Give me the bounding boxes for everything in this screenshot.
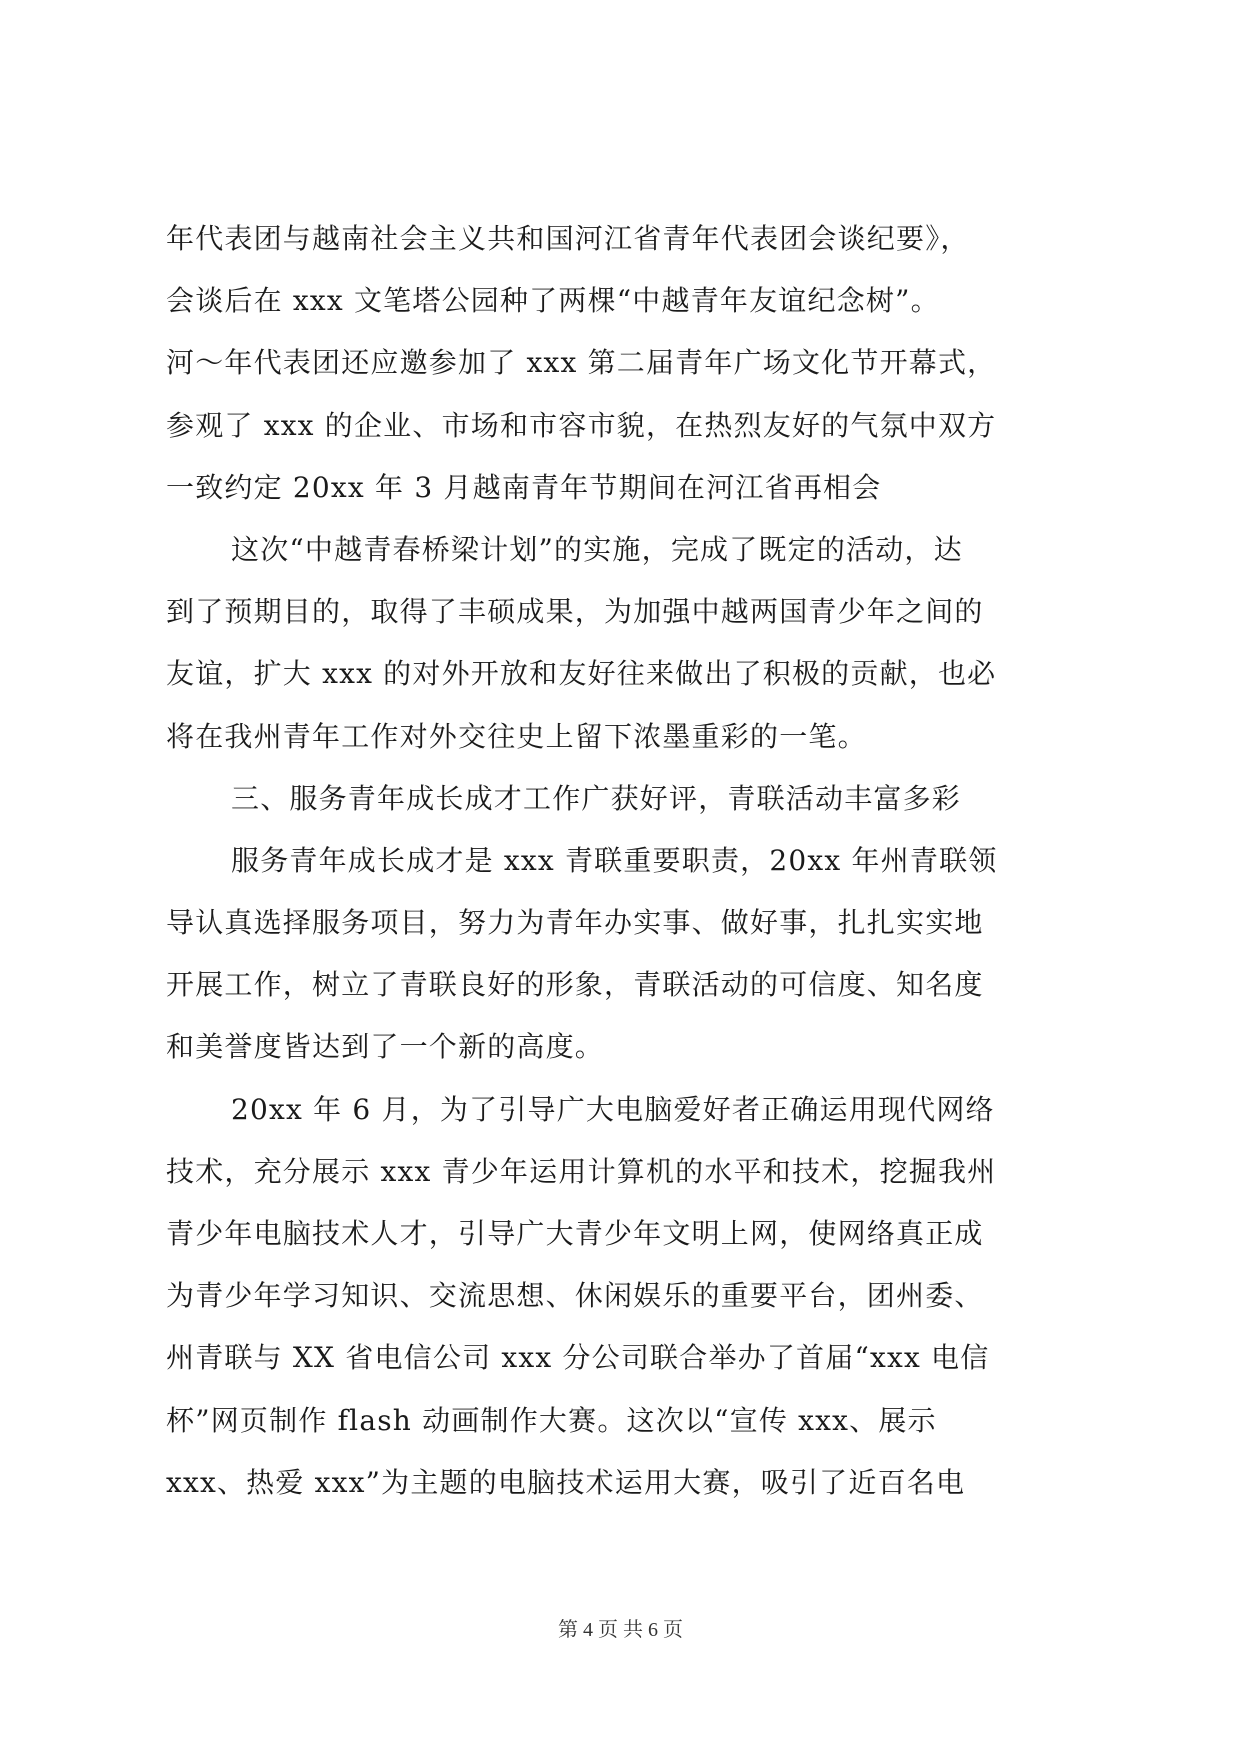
text-line: xxx、热爱 xxx”为主题的电脑技术运用大赛，吸引了近百名电 [166,1465,966,1499]
text-line: 导认真选择服务项目，努力为青年办实事、做好事，扎扎实实地 [166,906,984,940]
text-line: 和美誉度皆达到了一个新的高度。 [166,1030,605,1064]
page-footer: 第 4 页 共 6 页 [558,1619,683,1641]
text-line: 开展工作，树立了青联良好的形象，青联活动的可信度、知名度 [166,968,984,1002]
text-line: 到了预期目的，取得了丰硕成果，为加强中越两国青少年之间的 [166,595,984,629]
text-line: 友谊，扩大 xxx 的对外开放和友好往来做出了积极的贡献，也必 [166,657,997,691]
text-line: 参观了 xxx 的企业、市场和市容市貌，在热烈友好的气氛中双方 [166,408,997,442]
text-line: 河～年代表团还应邀参加了 xxx 第二届青年广场文化节开幕式， [166,346,997,380]
text-line: 为青少年学习知识、交流思想、休闲娱乐的重要平台，团州委、 [166,1279,984,1313]
text-line: 年代表团与越南社会主义共和国河江省青年代表团会谈纪要》， [166,222,970,255]
text-line: 这次“中越青春桥梁计划”的实施，完成了既定的活动，达 [231,532,963,566]
text-line: 州青联与 XX 省电信公司 xxx 分公司联合举办了首届“xxx 电信 [166,1341,990,1375]
text-line: 技术，充分展示 xxx 青少年运用计算机的水平和技术，挖掘我州 [166,1154,997,1188]
text-line: 会谈后在 xxx 文笔塔公园种了两棵“中越青年友谊纪念树”。 [166,284,940,318]
text-line: 三、服务青年成长成才工作广获好评，青联活动丰富多彩 [231,781,962,815]
document-body [166,208,1078,1514]
text-line: 将在我州青年工作对外交往史上留下浓墨重彩的一笔。 [166,719,867,753]
text-line: 杯”网页制作 flash 动画制作大赛。这次以“宣传 xxx、展示 [166,1403,937,1437]
text-line: 20xx 年 6 月，为了引导广大电脑爱好者正确运用现代网络 [231,1092,995,1126]
text-line: 青少年电脑技术人才，引导广大青少年文明上网，使网络真正成 [166,1217,984,1250]
text-line: 一致约定 20xx 年 3 月越南青年节期间在河江省再相会 [166,470,882,504]
text-line: 服务青年成长成才是 xxx 青联重要职责，20xx 年州青联领 [231,843,998,877]
